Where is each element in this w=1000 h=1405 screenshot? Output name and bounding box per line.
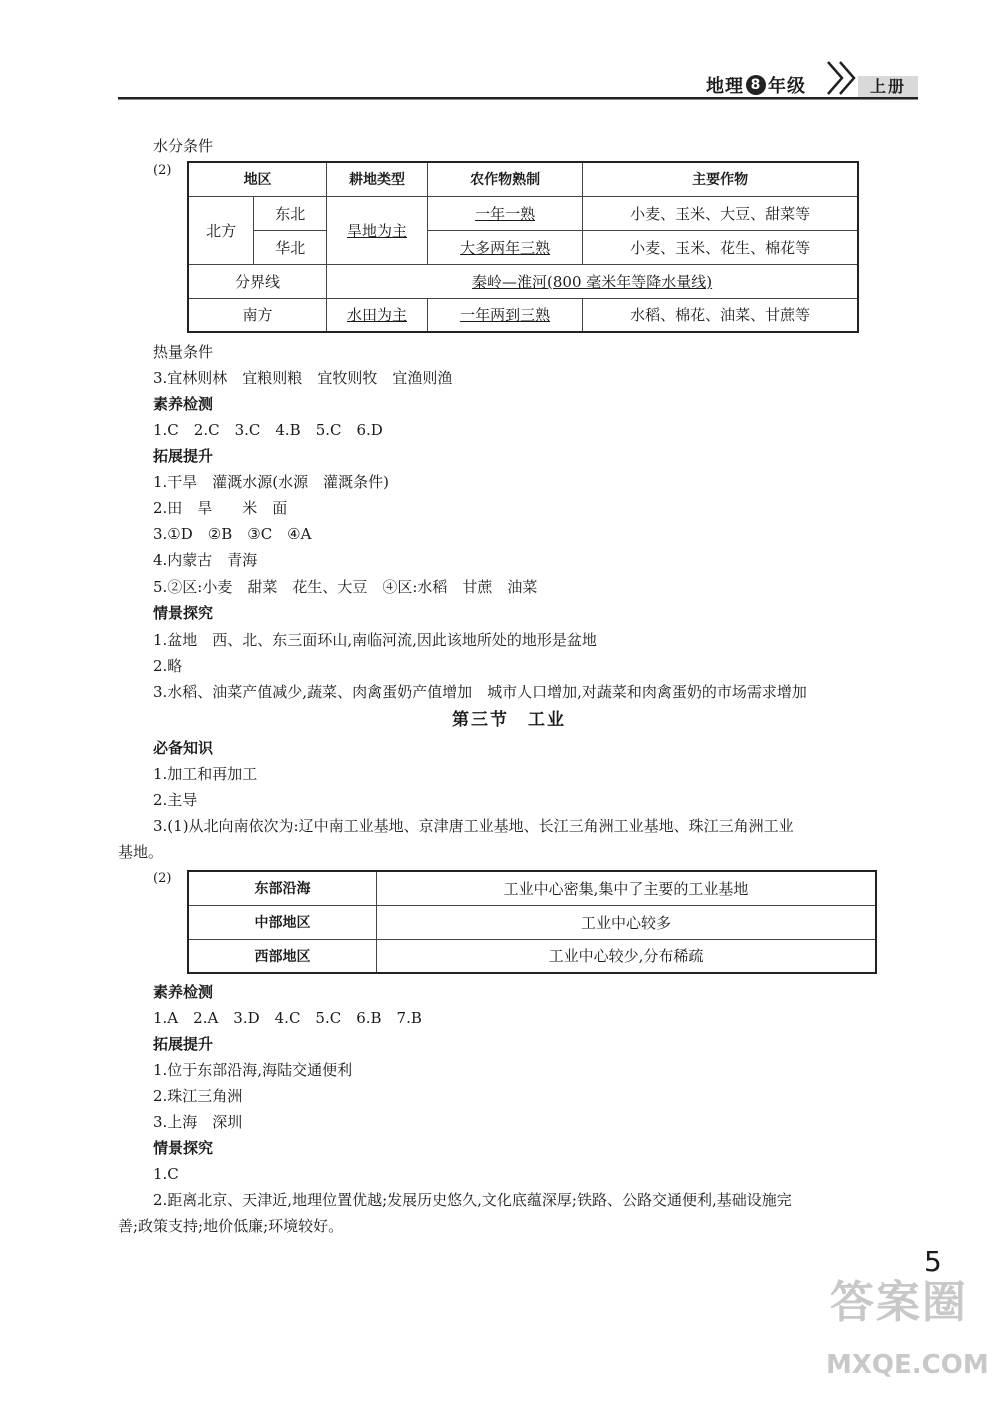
answer-line: 1.加工和再加工 [153,765,258,783]
boundary-value-text: 秦岭—淮河(800 毫米年等降水量线) [472,272,713,291]
south-land-text: 水田为主 [346,306,407,325]
watermark-url: MXQE.COM [826,1350,989,1380]
industry-table [187,870,877,974]
cell-description: 工业中心密集,集中了主要的工业基地 [376,871,876,905]
answer-line: 1.A 2.A 3.D 4.C 5.C 6.B 7.B [153,1009,422,1027]
cell-region: 东部沿海 [188,871,376,905]
answer-line: 2.距离北京、天津近,地理位置优越;发展历史悠久,文化底蕴深厚;铁路、公路交通便利,基础设施完 [153,1191,792,1209]
answer-line: 4.内蒙古 青海 [153,551,258,569]
answer-line: 2.略 [153,657,183,675]
answer-line: 2.珠江三角洲 [153,1087,243,1105]
answer-line: 善;政策支持;地价低廉;环境较好。 [118,1217,344,1235]
page-number: 5 [924,1245,942,1278]
cell-description: 工业中心较少,分布稀疏 [376,939,876,973]
header-divider-thin [118,99,918,100]
header-subject: 地理 [706,76,744,97]
answer-line: 2.主导 [153,791,198,809]
header-crops: 主要作物 [583,162,858,196]
water-condition-label: 水分条件 [153,137,214,155]
cell-boundary-value [327,264,858,298]
cell-region: 西部地区 [188,939,376,973]
south-ripening-text: 一年两到三熟 [460,306,551,325]
watermark-logo-text: 答案圈 [830,1277,968,1328]
northeast-ripening-text: 一年一熟 [475,204,536,223]
table1-number: (2) [153,163,172,178]
section-label: 情景探究 [153,604,214,622]
cell-northchina-ripening [427,230,583,264]
cell-south-crops: 水稻、棉花、油菜、甘蔗等 [583,298,858,332]
header-title [706,72,806,98]
watermark [822,1258,1000,1398]
cell-boundary-label: 分界线 [188,264,327,298]
section-label: 情景探究 [153,1139,214,1157]
table-row [188,871,876,905]
heat-condition-label: 热量条件 [153,343,214,361]
table-row [188,230,858,264]
section-label: 素养检测 [153,983,214,1001]
table-row [188,196,858,230]
table-row [188,298,858,332]
answer-line: 1.C [153,1165,179,1183]
section-label: 素养检测 [153,395,214,413]
table-row [188,939,876,973]
north-land-text: 旱地为主 [346,221,407,240]
header-land-type: 耕地类型 [327,162,428,196]
cell-south-land [327,298,428,332]
answer-line: 1.位于东部沿海,海陆交通便利 [153,1061,353,1079]
answer-line: 1.干旱 灌溉水源(水源 灌溉条件) [153,473,390,491]
cell-northchina: 华北 [254,230,327,264]
table-row [188,264,858,298]
cell-description: 工业中心较多 [376,905,876,939]
header-grade-suffix: 年级 [768,76,806,97]
answer-line: 基地。 [118,843,164,861]
section-label: 拓展提升 [153,447,214,465]
answer-line: 5.②区:小麦 甜菜 花生、大豆 ④区:水稻 甘蔗 油菜 [153,578,538,596]
answer-line: 3.(1)从北向南依次为:辽中南工业基地、京津唐工业基地、长江三角洲工业基地、珠江三角洲工业 [153,817,794,835]
volume-label: 上册 [858,76,918,97]
answer-line: 1.盆地 西、北、东三面环山,南临河流,因此该地所处的地形是盆地 [153,631,597,649]
section-label: 必备知识 [153,739,214,757]
cell-northeast-ripening [427,196,583,230]
section-title: 第三节 工业 [452,710,566,730]
table-header-row [188,162,858,196]
cell-northeast-crops: 小麦、玉米、大豆、甜菜等 [583,196,858,230]
header-ripening: 农作物熟制 [427,162,583,196]
double-chevron-icon [826,58,860,98]
cell-northeast: 东北 [254,196,327,230]
cell-region: 中部地区 [188,905,376,939]
answer-line: 3.宜林则林 宜粮则粮 宜牧则牧 宜渔则渔 [153,369,453,387]
answer-line: 2.田 旱 米 面 [153,499,288,517]
agriculture-table [187,161,859,333]
answer-line: 1.C 2.C 3.C 4.B 5.C 6.D [153,421,383,439]
cell-south: 南方 [188,298,327,332]
header-region: 地区 [188,162,327,196]
answer-line: 3.水稻、油菜产值减少,蔬菜、肉禽蛋奶产值增加 城市人口增加,对蔬菜和肉禽蛋奶的市场需求增加 [153,683,807,701]
grade-badge: 8 [746,75,766,95]
cell-north-land [327,196,428,264]
northchina-ripening-text: 大多两年三熟 [460,238,551,257]
table2-number: (2) [153,871,172,886]
table-row [188,905,876,939]
answer-line: 3.上海 深圳 [153,1113,243,1131]
cell-south-ripening [427,298,583,332]
section-label: 拓展提升 [153,1035,214,1053]
cell-north: 北方 [188,196,254,264]
cell-northchina-crops: 小麦、玉米、花生、棉花等 [583,230,858,264]
answer-line: 3.①D ②B ③C ④A [153,525,312,543]
